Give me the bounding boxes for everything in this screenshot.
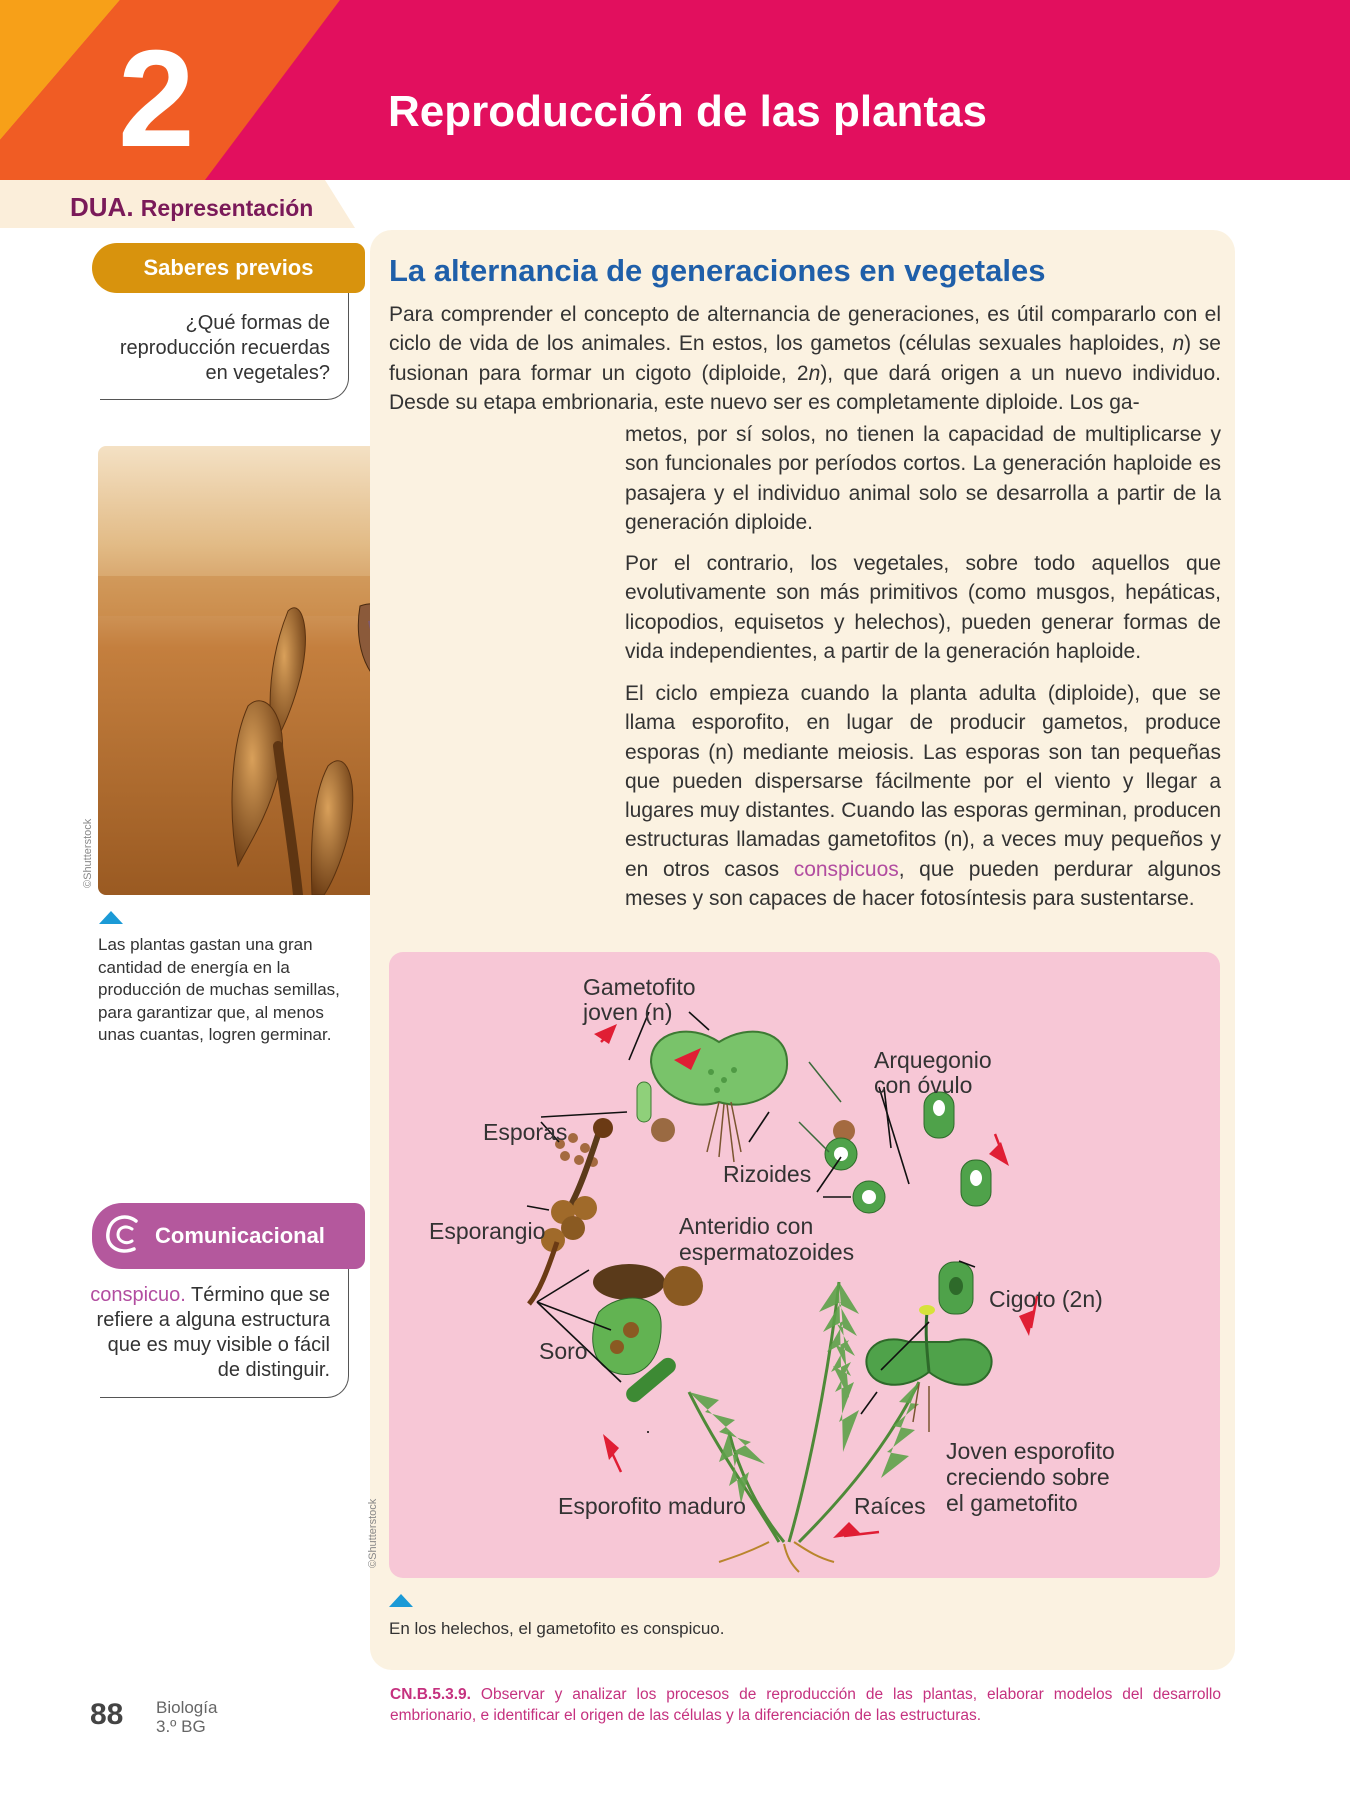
saberes-previos-tab: Saberes previos [92,243,365,293]
label-esporangio: Esporangio [429,1218,546,1244]
book-info [156,1698,217,1736]
chapter-number-triangle [0,0,390,180]
label-rizoides: Rizoides [723,1161,812,1187]
standard-code: CN.B.5.3.9. [390,1686,471,1703]
zygote-illustration [939,1262,973,1314]
comunicacional-box [90,1269,349,1398]
chapter-title: Reproducción de las plantas [388,87,988,136]
label-joven-1: Joven esporofito [946,1438,1115,1464]
label-soro: Soro [539,1338,588,1364]
label-cigoto: Cigoto (2n) [989,1286,1103,1312]
photo-caption: Las plantas gastan una gran cantidad de energía en la producción de muchas semillas, para garantizar que, al menos unas cuantas, logren germinar. [98,935,340,1044]
glossary-text: Término que se refiere a alguna estructura que es muy visible o fácil de distinguir. [96,1284,330,1381]
book-grade: 3.º BG [156,1717,206,1736]
label-joven-2: creciendo sobre [946,1464,1110,1490]
fern-life-cycle-diagram [389,952,1220,1578]
diagram-credit: ©Shutterstock [367,1498,379,1568]
dua-type: Representación [140,195,314,221]
caption-marker-icon [99,911,123,924]
label-raices: Raíces [854,1493,926,1519]
paragraph-1: Para comprender el concepto de alternancia de generaciones, es útil compararlo con el ciclo de vida de los animales. En estos, los gametos (células sexuales haploides, n) se fusionan para formar un cigoto (diploide, 2n), que dará origen a un nuevo individuo. Desde su etapa embrionaria, este nuevo ser es completamente diploide. Los ga- [389,303,1221,414]
chapter-number: 2 [118,22,195,176]
label-esporas: Esporas [483,1119,568,1145]
diagram-caption: En los helechos, el gametofito es conspicuo. [389,1619,725,1638]
label-arquegonio-1: Arquegonio [874,1047,992,1073]
label-arquegonio-2: con óvulo [874,1072,973,1098]
diagram-caption-marker-icon [389,1594,413,1607]
archegonium-illustration [924,1092,991,1206]
label-anteridio-1: Anteridio con [679,1213,814,1239]
paragraph-2: Por el contrario, los vegetales, sobre todo aquellos que evolutivamente son más primitivos (como musgos, hepáticas, licopodios, equisetos y helechos), pueden generar formas de vida independientes, a partir de la generación haploide. [625,552,1221,663]
comunicacional-label: Comunicacional [155,1223,325,1248]
saberes-previos-question: ¿Qué formas de reproducción recuerdas en vegetales? [119,312,330,384]
antheridium-illustration [825,1138,885,1213]
glossary-definition [90,1283,330,1383]
label-joven-3: el gametofito [946,1490,1078,1516]
label-gametofito-1: Gametofito [583,974,696,1000]
glossary-term: conspicuo. [90,1284,186,1306]
dua-prefix: DUA. [70,192,134,222]
paragraph-1-continued: metos, por sí solos, no tienen la capacidad de multiplicarse y son funcionales por períodos cortos. La generación haploide es pasajera y el individuo animal solo se desarrolla a partir de la generación diploide. [625,423,1221,534]
standard-text: Observar y analizar los procesos de reproducción de las plantas, elaborar modelos del desarrollo embrionario, e identificar el origen de las células y la diferenciación de las estructuras. [390,1686,1221,1724]
speech-bubble-icon [96,1203,156,1269]
young-gametophyte-illustration [637,1032,855,1162]
label-anteridio-2: espermatozoides [679,1239,855,1265]
page-number: 88 [90,1698,124,1731]
section-title: La alternancia de generaciones en vegetales [389,253,1046,288]
highlight-conspicuos: conspicuos [793,857,899,881]
photo-credit: ©Shutterstock [82,818,94,888]
dua-label [70,192,313,223]
saberes-previos-box [100,293,349,400]
curriculum-standard [390,1684,1221,1726]
paragraph-3: El ciclo empieza cuando la planta adulta (diploide), que se llama esporofito, en lugar de producir gametos, produce esporas (n) mediante meiosis. Las esporas son tan pequeñas que pueden dispersarse fácilmente por el viento y llegar a lugares muy distantes. Cuando las esporas germinan, producen estructuras llamadas gametofitos (n), a veces muy pequeños y en otros casos conspicuos, que pueden perdurar algunos meses y son capaces de hacer fotosíntesis para sustentarse. [625,682,1221,911]
sorus-illustration [593,1264,703,1405]
label-esporofito-maduro: Esporofito maduro [558,1493,746,1519]
book-subject: Biología [156,1698,218,1717]
label-gametofito-2: joven (n) [583,999,673,1025]
young-sporophyte-illustration [866,1305,991,1432]
